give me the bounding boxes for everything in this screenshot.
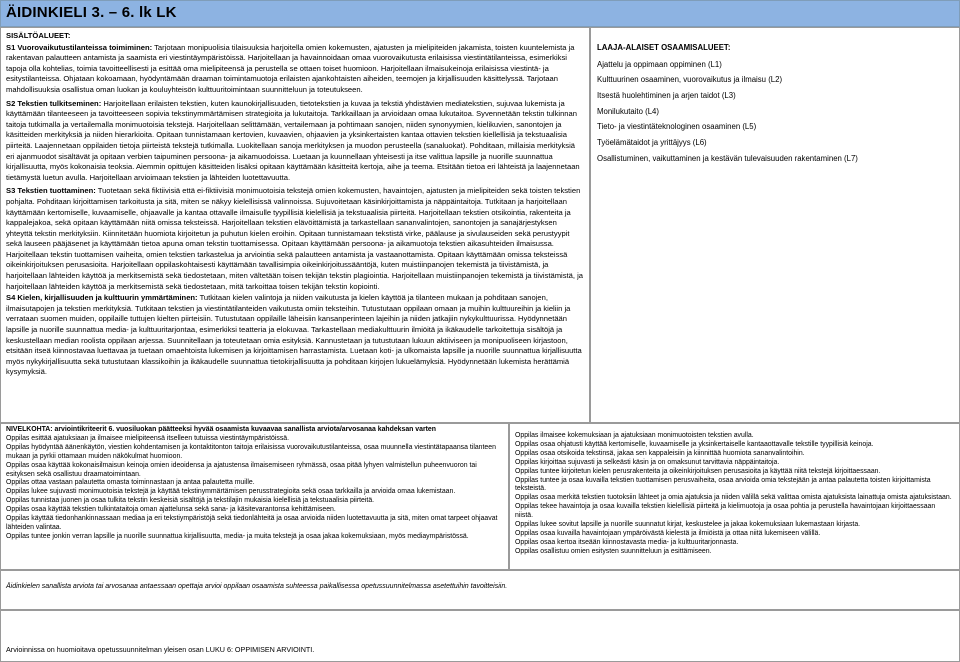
content-area-s3 <box>6 186 584 292</box>
page-title: ÄIDINKIELI 3. – 6. lk LK <box>6 4 177 21</box>
page-header <box>0 0 960 27</box>
s3-text: Tuotetaan sekä fiktiivisiä että ei-fiktiivisiä monimuotoisia tekstejä omien kokemusten, havaintojen, ajatusten ja mielipiteiden sekä toisten tekstien pohjalta. Pohditaan kirjoittamisen tarkoitusta ja sitä, miten se näkyy kielellisissä valinnoissa. Sujuvoitetaan käsinkirjoittamista ja näppäintaitoja. Tutkitaan ja harjoitellaan käyttämään kertomiselle, kuvaamiselle, ohjaavalle ja kantaa ottavalle ilmaisulle tyypillisiä kielellisiä ja tekstuaalisia piirteitä. Harjoitellaan tekstien otsikointia, rakenteita ja kappalejakoa, sekä opitaan käyttämään niitä omissa teksteissä. Harjoitellaan tekstien elävöittämistä ja tarkastellaan sananvalintojen, sanontojen ja sanajärjestyksen yhteyttä tekstin merkityksiin. Kiinnitetään huomiota kirjoitetun ja puhutun kielen eroihin. Opitaan tunnistamaan tekstistä virke, päälause ja sivulauseiden sekä perustyypit sekä lauseen pääjäsenet ja käyttämään tietoa apuna oman tekstin tuottamisessa. Opitaan käyttämään persoona- ja aikamuotoja tekstien aikasuhteiden ilmaisussa. Harjoitellaan tekstin tuottamisen vaiheita, omien tekstien tarkastelua ja arviointia sekä palautteen antamista ja vastaanottamista. Opitaan käyttämään omissa teksteissä oikeinkirjoituksen perusasioita. Harjoitellaan oppilaskohtaisesti käyttämään tavallisimpia oikeinkirjoitussääntöjä, kuten muistiinpanojen tekemistä ja tiivistämistä, ja harjoitellaan lähteiden käyttöä ja merkitsemistä sekä tiedostetaan, miten vältetään toisen tekijän tekstin plagiointia. Harjoitellaan muistiinpanojen tekemistä ja tiivistämistä, ja harjoitellaan lähteiden käyttöä ja merkitsemistä sekä tiedostetaan, mitä tarkoittaa toisen tekijän tekstin kopiointi. <box>6 186 584 291</box>
criteria-heading: NIVELKOHTA: arviointikriteerit 6. vuosiluokan päätteeksi hyvää osaamista kuvaavaa sanallista arviota/arvosanaa kahdeksan varten <box>6 426 436 433</box>
criterion-item: Oppilas tuntee kirjoitetun kielen perusrakenteita ja oikeinkirjoituksen perusasioita ja käyttää niitä tekstejä kirjoittaessaan. <box>515 467 881 475</box>
criterion-item: Oppilas tekee havaintoja ja osaa kuvailla tekstien kielellisiä piirteitä ja kielimuotoja ja osaa pohtia ja perustella havaintojaan kirjoittaessaan niistä. <box>515 503 936 520</box>
criterion-item: Oppilas osaa käyttää tekstien tulkintataitoja oman ajattelunsa sekä sana- ja käsitevarantonsa kehittämiseen. <box>6 506 336 514</box>
s1-text: Tarjotaan monipuolisia tilaisuuksia harjoitella omien kokemusten, ajatusten ja mielipiteiden jakamista, toisten kuuntelemista ja rakentavan palautteen antamista ja saamista eri viestintäympäristöissä. Harjoitellaan ja havainnoidaan omaa vuorovaikutusta erilaisissa viestintätilanteissa, esimerkiksi tapoja olla kohtelias, toimia tavoitteellisesti ja esittää oma mielipiteensä ja perustella se ottaen toiset huomioon. Harjoitellaan ilmaisukeinoja erilaisissa viestintä- ja esitystilanteissa. Ohjataan kokoamaan, hyödyntämään draaman toimintamuotoja erilaisten ajankohtaisten aiheiden, teemojen ja kirjallisuuden käsittelyssä. Tarjotaan mahdollisuuksia osallistua oman luokan ja kouluyhteisön kulttuuritoimintaan suunnitteluun ja toteutukseen. <box>6 42 575 94</box>
assessment-note-section <box>0 570 960 610</box>
criterion-item: Oppilas tuntee ja osaa kuvailla tekstien tuottamisen perusvaiheita, osaa arvioida omia tekstejään ja antaa palautetta toisten kirjoittamista teksteistä. <box>515 476 931 493</box>
footer-section <box>0 610 960 662</box>
s1-label: S1 Vuorovaikutustilanteissa toimiminen: <box>6 42 153 52</box>
criterion-item: Oppilas ilmaisee kokemuksiaan ja ajatuksiaan monimuotoisten tekstien avulla. <box>515 432 754 439</box>
criterion-item: Oppilas osaa kertoa itseään kiinnostavasta media- ja kulttuuritarjonnasta. <box>515 538 739 546</box>
criterion-item: Oppilas kirjoittaa sujuvasti ja selkeästi käsin ja on omaksunut tarvittavia näppäintaitoja. <box>515 458 780 466</box>
criteria-left-section <box>0 423 509 570</box>
criterion-item: Oppilas hyödyntää äänenkäytön, viestien kohdentamisen ja kontaktitonton taitoja erilaisissa vuorovaikutustilanteissa, osaa muunnella viestintätapaansa tilanteen mukaan ja pyrkii ottamaan muiden näkökulmat huomioon. <box>6 443 496 460</box>
content-area-s1 <box>6 43 584 96</box>
s2-text: Harjoitellaan erilaisten tekstien, kuten kaunokirjallisuuden, tietotekstien ja kuvaa ja tekstiä yhdistävien mediatekstien, sujuvaa lukemista ja käyttämään tilanteeseen ja tavoitteeseen sopivia tekstinymmärtämisen strategioita ja lukutaitoja. Tarkkaillaan ja arvioidaan omaa lukutaitoa. Syvennetään tekstin tulkinnan taitoja tutkimalla ja vertailemalla monimuotoisia tekstejä. Harjoitellaan selittämään, vertailemaan ja pohtimaan sanojen, niiden synonyymien, kielikuvien, sanontojen ja käsitteiden merkityksiä ja niiden hierarkioita. Opitaan tunnistamaan kertovien, kuvaavien, ohjaavien ja yksinkertaisten kantaa ottavien tekstien kiellellisiä ja tekstuaalisia piirteitä. Laajennetaan oppilaiden tietoja piirteistä tekstejä tutkimalla. Luokitellaan sanoja merkityksen ja muodon perusteella (sanaluokat). Pohditaan, millaisia merkityksiä eri ajanmuodot sisältävät ja opitaan verbien taipuminen persoona- ja aikamuodoissa. Luetaan ja kuunnellaan yhteisesti ja itse valittua lapsille ja nuorille suunnattua kirjallisuutta, myös kokonaisia teoksia. Aiemmin opittujen käsitteiden lisäksi opitaan käyttämään käsitteitä kertoja, aihe ja teema. Etsitään tietoa eri lähteistä ja laajennetaan tietämystä luetun avulla. Harjoitellaan arvioimaan tekstien ja lähteiden luotettavuutta. <box>6 98 580 182</box>
criterion-item: Oppilas osaa ohjatusti käyttää kertomiselle, kuvaamiselle ja yksinkertaiselle kantaaottavalle tekstille tyypillisiä keinoja. <box>515 440 874 448</box>
transversal-item-l1: Ajattelu ja oppimaan oppiminen (L1) <box>597 59 722 69</box>
criterion-item: Oppilas lukee sujuvasti monimuotoisia tekstejä ja käyttää tekstinymmärtämisen perusstrategioita sekä osaa tarkkailla ja arvioida omaa lukemistaan. <box>6 488 456 496</box>
criterion-item: Oppilas osaa merkitä tekstien tuotoksiin lähteet ja omia ajatuksia ja niiden välillä sekä valittaa omista ajatuksista lainattuja omista ajatuksistaan. <box>515 494 952 502</box>
transversal-competences-section <box>590 27 960 423</box>
transversal-item-l2: Kulttuurinen osaaminen, vuorovaikutus ja ilmaisu (L2) <box>597 75 783 85</box>
s3-label: S3 Tekstien tuottaminen: <box>6 186 96 196</box>
footer-text: Arvioinnissa on huomioitava opetussuunnitelman yleisen osan LUKU 6: OPPIMISEN ARVIOINTI. <box>6 645 315 654</box>
content-areas-section <box>0 27 590 423</box>
transversal-item-l3: Itsestä huolehtiminen ja arjen taidot (L3) <box>597 90 736 100</box>
criterion-item: Oppilas tuntee jonkin verran lapsille ja nuorille suunnattua kirjallisuutta, media- ja muita tekstejä ja osaa jakaa kokemuksiaan, myös mediaympäristössä. <box>6 532 469 540</box>
criterion-item: Oppilas lukee sovitut lapsille ja nuorille suunnatut kirjat, keskustelee ja jakaa kokemuksiaan lukemastaan kirjasta. <box>515 521 861 529</box>
criterion-item: Oppilas ottaa vastaan palautetta omasta toiminnastaan ja antaa palautetta muille. <box>6 479 255 487</box>
content-areas-heading: SISÄLTÖALUEET: <box>6 31 71 40</box>
criteria-right-section <box>509 423 960 570</box>
transversal-item-l5: Tieto- ja viestintäteknologinen osaaminen (L5) <box>597 122 757 132</box>
criterion-item: Oppilas käyttää tiedonhankinnassaan mediaa ja eri tekstiympäristöjä sekä tiedonlähteitä ja osaa arvioida niiden luotettavuutta ja sitä, miten omat tarpeet ohjaavat lähteiden valintaa. <box>6 515 498 531</box>
s2-label: S2 Tekstien tulkitseminen: <box>6 98 102 108</box>
criterion-item: Oppilas esittää ajatuksiaan ja ilmaisee mielipiteensä itselleen tutuissa viestintäympäristöissä. <box>6 434 290 442</box>
criterion-item: Oppilas osallistuu omien esitysten suunnitteluun ja esittämiseen. <box>515 547 712 555</box>
content-area-s2 <box>6 99 584 184</box>
s4-label: S4 Kielen, kirjallisuuden ja kulttuurin ymmärtäminen: <box>6 293 198 303</box>
transversal-item-l6: Työelämätaidot ja yrittäjyys (L6) <box>597 137 707 147</box>
criterion-item: Oppilas osaa otsikoida tekstinsä, jakaa sen kappaleisiin ja kiinnittää huomiota sananvalintoihin. <box>515 449 805 457</box>
criterion-item: Oppilas tunnistaa juonen ja osaa tulkita tekstin keskeisiä sisältöjä ja tekstilajin mukaisia kielellisiä ja tekstuaalisia piirteitä. <box>6 497 375 505</box>
criterion-item: Oppilas osaa käyttää kokonaisilmaisun keinoja omien ideoidensa ja ajatustensa ilmaisemiseen ryhmässä, osaa pitää lyhyen valmistellun puheenvuoron tai esityksen sekä osallistuu draamatoimintaan. <box>6 461 477 478</box>
assessment-note: Äidinkielen sanallista arviota tai arvosanaa antaessaan opettaja arvioi oppilaan osaamista suhteessa paikallisessa opetussuunnitelmassa asetettuihin tavoitteisiin. <box>6 583 508 590</box>
transversal-heading: LAAJA-ALAISET OSAAMISALUEET: <box>597 43 731 52</box>
s4-text: Tutkitaan kielen valintoja ja niiden vaikutusta ja kielen käyttöä ja tilanteen mukaan ja pohditaan sanojen, ilmaisutapojen ja tekstien merkityksiä. Tutkitaan tekstien ja viestintätilanteiden vaikutusta omiin teksteihin. Tutustutaan oppilaan omaan ja muihin kulttuureihin ja kieliin ja verrataan suomen muiden, oppilaille tuttujen kielten piirteisiin. Tutustutaan oppilaille läheisiin kansanperinteen lajeihin ja niiden jatkajiin nykykulttuurissa. Hyödynnetään lapsille ja nuorille suunnattua media- ja kulttuuritarjontaa, esimerkiksi teatteria ja elokuvaa. Tarkastellaan mediakulttuurin ilmiöitä ja ikäkaudelle tarkoitettuja sisältöjä ja keskustellaan median roolista oppilaan arjessa. Suunnitellaan ja toteutetaan omia esityksiä. Kannustetaan ja tutustutaan lukuun aktiiviseen ja monipuoliseen kirjastoon, etsitään itseä kiinnostavaa luettavaa ja tuetaan omaehtoista lukemisen ja kirjoittamisen harrastamista. Luetaan koti- ja ulkomaista lapsille ja nuorille suunnattua kirjallisuutta myös nykykirjallisuutta sekä tutustutaan klassikoihin ja ikäkaudelle suunnattua tietokirjallisuutta ja pohditaan kirjojen lukuelämyksiä. Hyödynnetään lukemista herättämiä kysymyksiä. <box>6 293 582 377</box>
content-area-s4 <box>6 293 584 378</box>
criterion-item: Oppilas osaa kuvailla havaintojaan ympäröivästä kielestä ja ilmiöistä ja ottaa niitä lukemiseen välillä. <box>515 529 821 537</box>
transversal-item-l7: Osallistuminen, vaikuttaminen ja kestävän tulevaisuuden rakentaminen (L7) <box>597 153 858 163</box>
transversal-item-l4: Monilukutaito (L4) <box>597 106 659 116</box>
